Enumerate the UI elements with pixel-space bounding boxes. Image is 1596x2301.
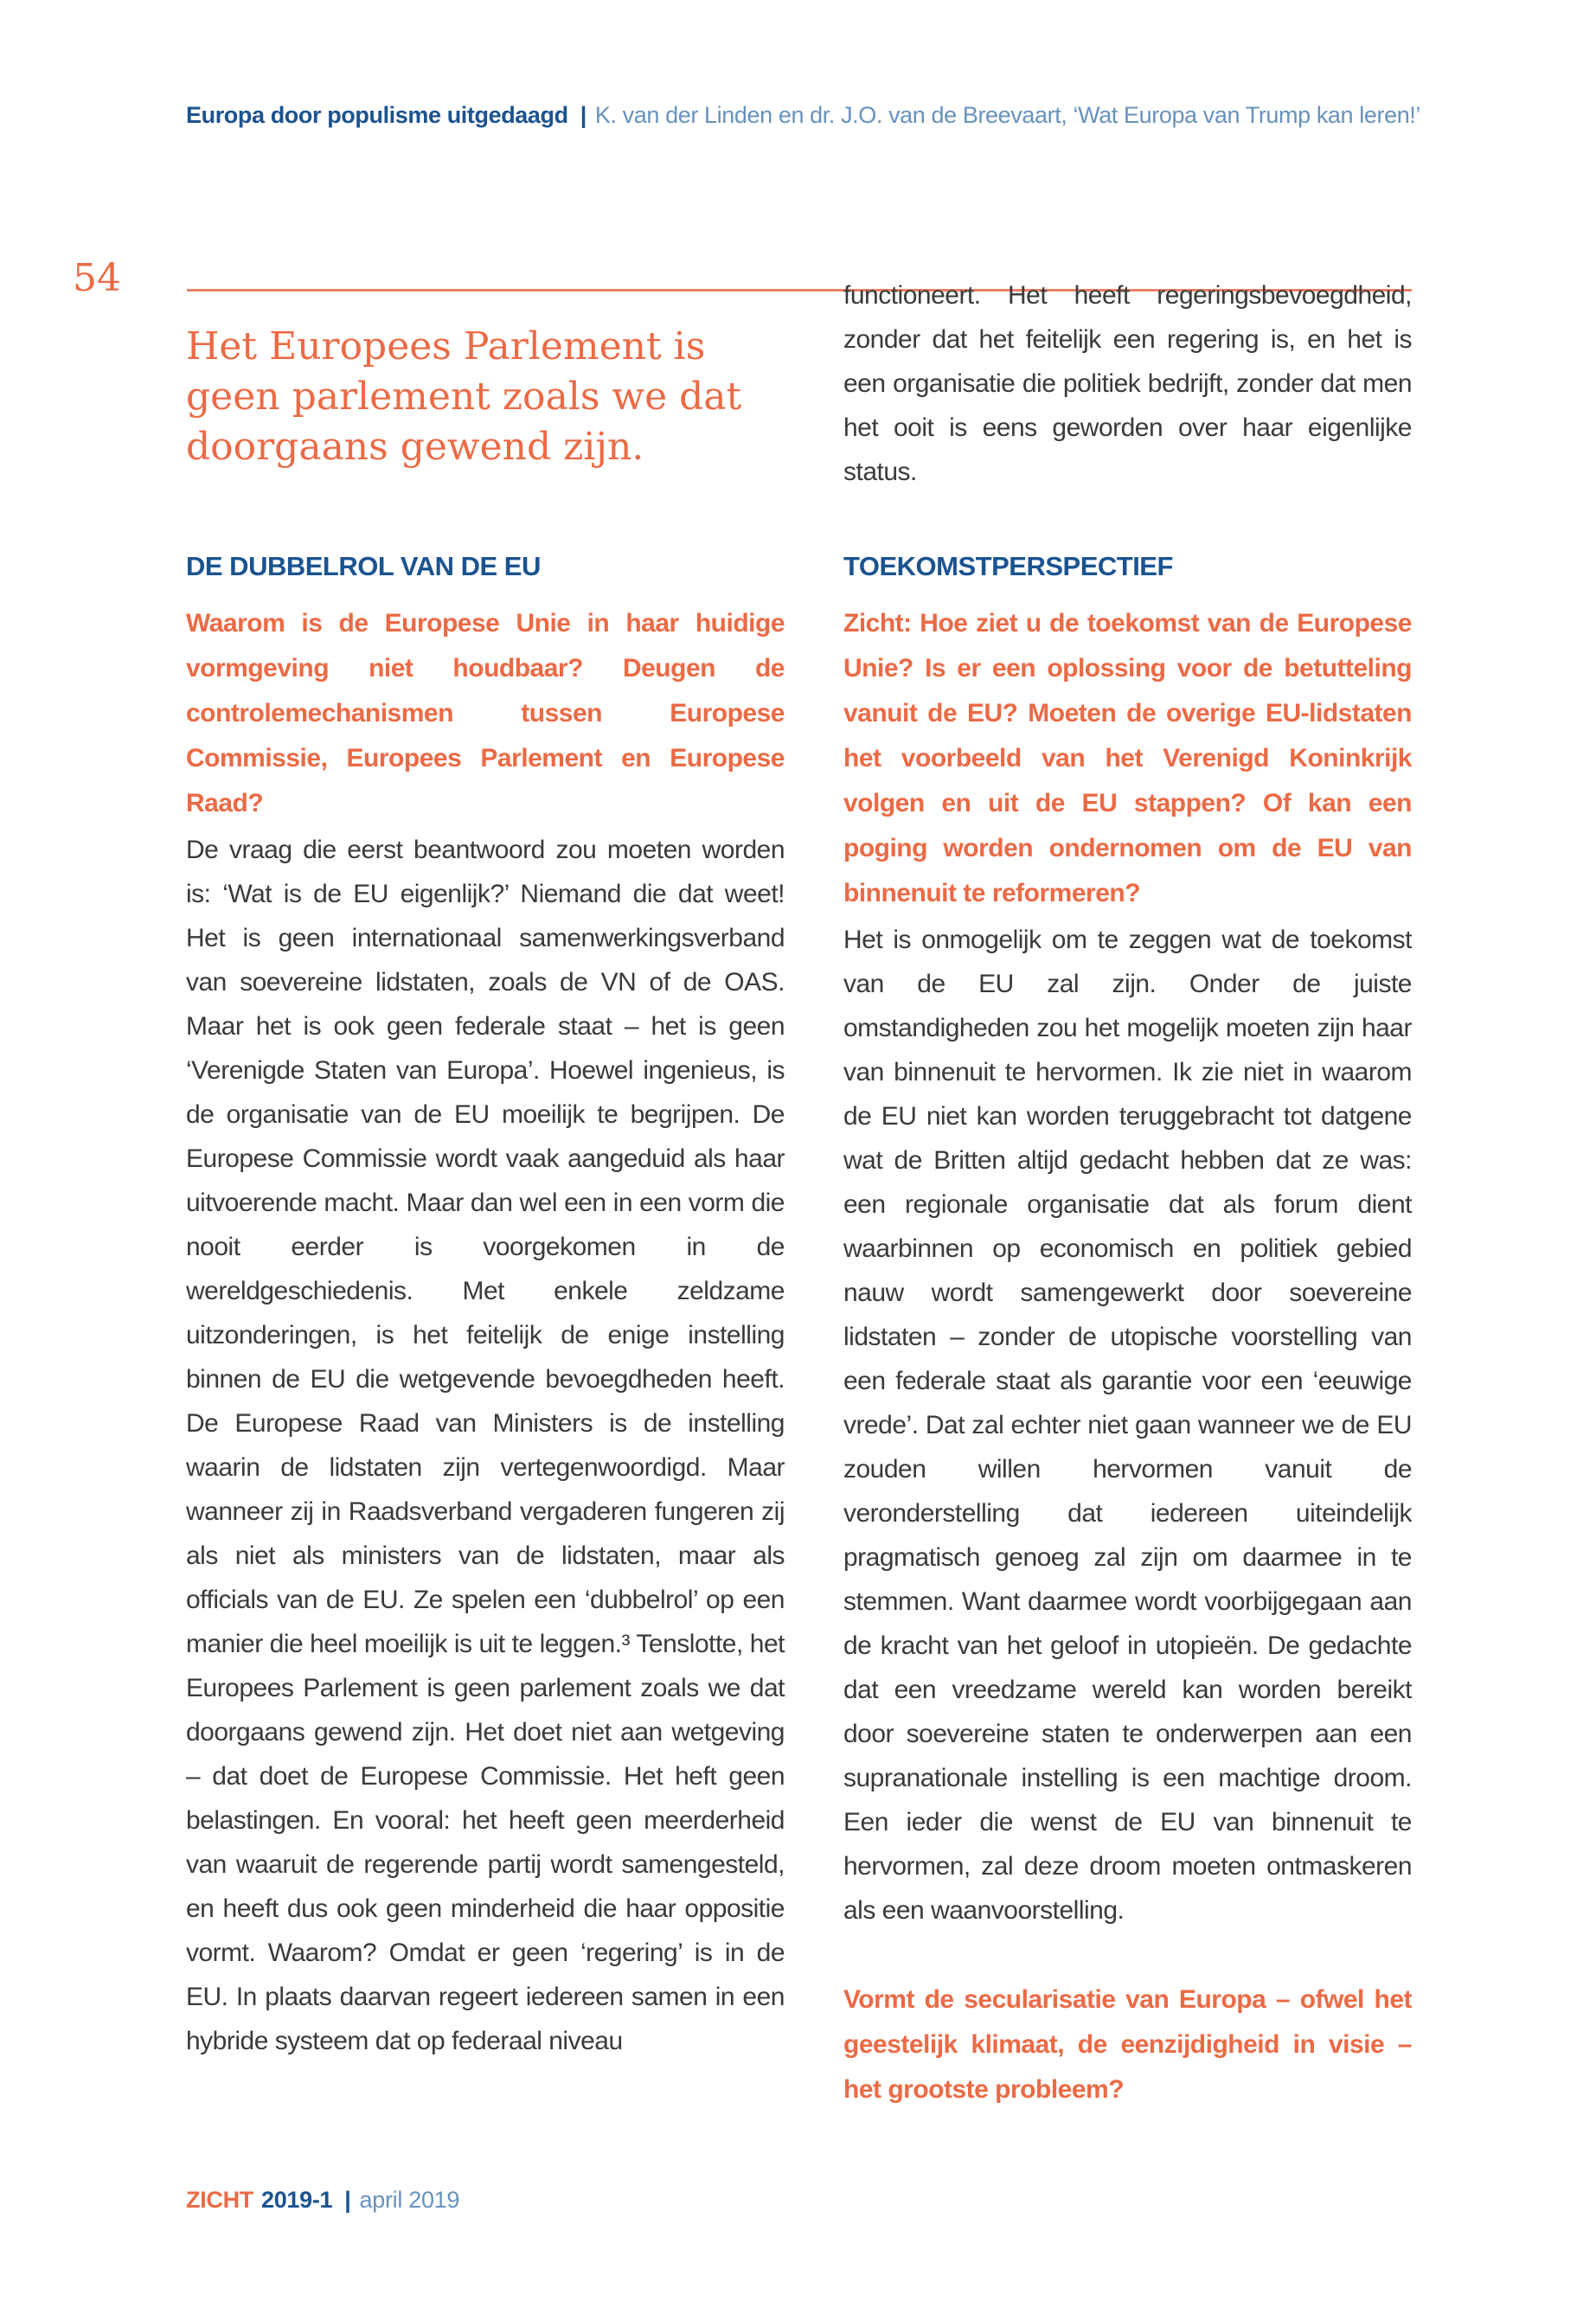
page-footer (186, 2187, 459, 2214)
issue-number: 2019-1 (260, 2187, 333, 2213)
interview-question-toekomst: Zicht: Hoe ziet u de toekomst van de Europese Unie? Is er een oplossing voor de betutteling vanuit de EU? Moeten de overige EU-lidstaten het voorbeeld van het Verenigd Koninkrijk volgen en uit de EU stappen? Of kan een poging worden ondernomen om de EU van binnenuit te reformeren? (843, 609, 1412, 907)
footer-separator: | (344, 2187, 351, 2213)
issue-date: april 2019 (359, 2187, 460, 2213)
pull-quote: Het Europees Parlement is geen parlement zoals we dat doorgaans gewend zijn. (186, 324, 742, 469)
continued-paragraph: functioneert. Het heeft regeringsbevoegdheid, zonder dat het feitelijk een regering is, en het is een organisatie die politiek bedrijft, zonder dat men het ooit is eens geworden over haar eigenlijke status. (843, 281, 1412, 486)
right-column (843, 551, 1412, 2112)
header-separator: | (580, 102, 586, 128)
article-body-left: De vraag die eerst beantwoord zou moeten worden is: ‘Wat is de EU eigenlijk?’ Niemand die dat weet! Het is geen internationaal samenwerkingsverband van soevereine lidstaten, zoals de VN of de OAS. Maar het is ook geen federale staat – het is geen ‘Verenigde Staten van Europa’. Hoewel ingenieus, is de organisatie van de EU moeilijk te begrijpen. De Europese Commissie wordt vaak aangeduid als haar uitvoerende macht. Maar dan wel een in een vorm die nooit eerder is voorgekomen in de wereldgeschiedenis. Met enkele zeldzame uitzonderingen, is het feitelijk de enige instelling binnen de EU die wetgevende bevoegdheden heeft. De Europese Raad van Ministers is de instelling waarin de lidstaten zijn vertegenwoordigd. Maar wanneer zij in Raadsverband vergaderen fungeren zij als niet als ministers van de lidstaten, maar als officials van de EU. Ze spelen een ‘dubbelrol’ op een manier die heel moeilijk is uit te leggen.³ Tenslotte, het Europees Parlement is geen parlement zoals we dat doorgaans gewend zijn. Het doet niet aan wetgeving – dat doet de Europese Commissie. Het heft geen belastingen. En vooral: het heeft geen meerderheid van waaruit de regerende partij wordt samengesteld, en heeft dus ook geen minderheid die haar oppositie vormt. Waarom? Omdat er geen ‘regering’ is in de EU. In plaats daarvan regeert iedereen samen in een hybride systeem dat op federaal niveau (186, 836, 785, 2055)
page-number: 54 (73, 256, 121, 300)
article-body-right: Het is onmogelijk om te zeggen wat de toekomst van de EU zal zijn. Onder de juiste omstandigheden zou het mogelijk moeten zijn haar van binnenuit te hervormen. Ik zie niet in waarom de EU niet kan worden teruggebracht tot datgene wat de Britten altijd gedacht hebben dat ze was: een regionale organisatie dat als forum dient waarbinnen op economisch en politiek gebied nauw wordt samengewerkt door soevereine lidstaten – zonder de utopische voorstelling van een federale staat als garantie voor een ‘eeuwige vrede’. Dat zal echter niet gaan wanneer we de EU zouden willen hervormen vanuit de veronderstelling dat iedereen uiteindelijk pragmatisch genoeg zal zijn om daarmee in te stemmen. Want daarmee wordt voorbijgegaan aan de kracht van het geloof in utopieën. De gedachte dat een vreedzame wereld kan worden bereikt door soevereine staten te onderwerpen aan een supranationale instelling is een machtige droom. Een ieder die wenst de EU van binnenuit te hervormen, zal deze droom moeten ontmaskeren als een waanvoorstelling. (843, 926, 1412, 1925)
interview-question-secularisatie: Vormt de secularisatie van Europa – ofwel het geestelijk klimaat, de eenzijdigheid in visie – het grootste probleem? (843, 1985, 1412, 2104)
section-heading-toekomstperspectief: TOEKOMSTPERSPECTIEF (843, 551, 1173, 581)
left-column (186, 551, 785, 2063)
running-header (186, 102, 1421, 129)
interview-question-dubbelrol: Waarom is de Europese Unie in haar huidige vormgeving niet houdbaar? Deugen de controlemechanismen tussen Europese Commissie, Europees Parlement en Europese Raad? (186, 609, 785, 817)
section-heading-dubbelrol: DE DUBBELROL VAN DE EU (186, 551, 541, 581)
right-column-continued (843, 273, 1412, 494)
article-title: Europa door populisme uitgedaagd (186, 102, 568, 128)
magazine-name: ZICHT (186, 2187, 253, 2213)
article-byline: K. van der Linden en dr. J.O. van de Breevaart, ‘Wat Europa van Trump kan leren!’ (594, 102, 1421, 128)
